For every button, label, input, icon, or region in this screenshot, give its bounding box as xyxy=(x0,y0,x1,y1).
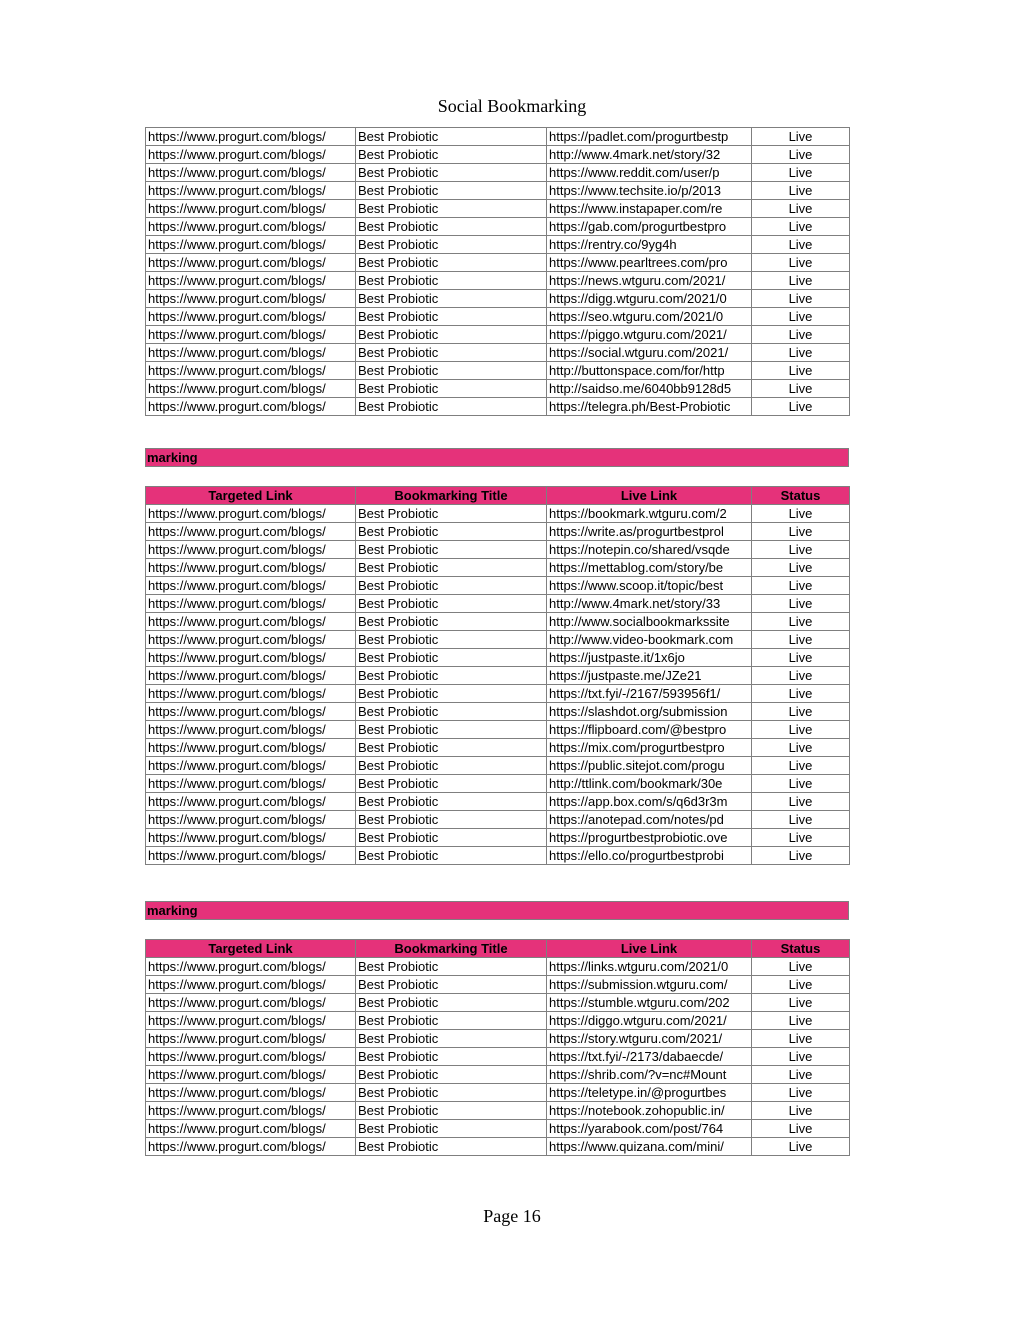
bookmarking-title-cell: Best Probiotic xyxy=(356,344,547,362)
targeted-link-cell[interactable]: https://www.progurt.com/blogs/ xyxy=(146,398,356,416)
bookmarking-title-cell: Best Probiotic xyxy=(356,1048,547,1066)
bookmarking-title-cell: Best Probiotic xyxy=(356,649,547,667)
status-cell: Live xyxy=(752,1138,850,1156)
status-cell: Live xyxy=(752,757,850,775)
bookmarking-title-cell: Best Probiotic xyxy=(356,829,547,847)
targeted-link-cell[interactable]: https://www.progurt.com/blogs/ xyxy=(146,308,356,326)
status-cell: Live xyxy=(752,272,850,290)
targeted-link-cell[interactable]: https://www.progurt.com/blogs/ xyxy=(146,994,356,1012)
targeted-link-cell[interactable]: https://www.progurt.com/blogs/ xyxy=(146,380,356,398)
targeted-link-cell[interactable]: https://www.progurt.com/blogs/ xyxy=(146,1048,356,1066)
header-live-link: Live Link xyxy=(547,487,752,505)
targeted-link-cell[interactable]: https://www.progurt.com/blogs/ xyxy=(146,685,356,703)
live-link-cell[interactable]: http://www.4mark.net/story/33 xyxy=(547,595,752,613)
status-cell: Live xyxy=(752,218,850,236)
bookmarking-title-cell: Best Probiotic xyxy=(356,775,547,793)
table-row xyxy=(146,958,850,976)
bookmarking-title-cell: Best Probiotic xyxy=(356,1012,547,1030)
targeted-link-cell[interactable]: https://www.progurt.com/blogs/ xyxy=(146,703,356,721)
status-cell: Live xyxy=(752,1066,850,1084)
live-link-cell[interactable]: https://www.scoop.it/topic/best xyxy=(547,577,752,595)
live-link-cell[interactable]: https://seo.wtguru.com/2021/0 xyxy=(547,308,752,326)
bookmarking-title-cell: Best Probiotic xyxy=(356,326,547,344)
targeted-link-cell[interactable]: https://www.progurt.com/blogs/ xyxy=(146,1084,356,1102)
bookmarking-title-cell: Best Probiotic xyxy=(356,290,547,308)
bookmarking-title-cell: Best Probiotic xyxy=(356,1120,547,1138)
bookmarking-title-cell: Best Probiotic xyxy=(356,958,547,976)
status-cell: Live xyxy=(752,847,850,865)
table-row xyxy=(146,362,850,380)
bookmarking-title-cell: Best Probiotic xyxy=(356,793,547,811)
targeted-link-cell[interactable]: https://www.progurt.com/blogs/ xyxy=(146,793,356,811)
live-link-cell[interactable]: https://stumble.wtguru.com/202 xyxy=(547,994,752,1012)
status-cell: Live xyxy=(752,164,850,182)
live-link-cell[interactable]: https://teletype.in/@progurtbes xyxy=(547,1084,752,1102)
table-row xyxy=(146,290,850,308)
table-row xyxy=(146,721,850,739)
table-row xyxy=(146,847,850,865)
table-row xyxy=(146,976,850,994)
table-row xyxy=(146,146,850,164)
targeted-link-cell[interactable]: https://www.progurt.com/blogs/ xyxy=(146,1138,356,1156)
bookmarking-title-cell: Best Probiotic xyxy=(356,541,547,559)
targeted-link-cell[interactable]: https://www.progurt.com/blogs/ xyxy=(146,200,356,218)
status-cell: Live xyxy=(752,1012,850,1030)
table-row xyxy=(146,739,850,757)
status-cell: Live xyxy=(752,595,850,613)
live-link-cell[interactable]: https://justpaste.me/JZe21 xyxy=(547,667,752,685)
table-row xyxy=(146,326,850,344)
bookmarking-title-cell: Best Probiotic xyxy=(356,182,547,200)
bookmarking-title-cell: Best Probiotic xyxy=(356,380,547,398)
live-link-cell[interactable]: https://links.wtguru.com/2021/0 xyxy=(547,958,752,976)
table-row xyxy=(146,308,850,326)
bookmarking-title-cell: Best Probiotic xyxy=(356,559,547,577)
status-cell: Live xyxy=(752,1030,850,1048)
status-cell: Live xyxy=(752,236,850,254)
live-link-cell[interactable]: https://www.pearltrees.com/pro xyxy=(547,254,752,272)
targeted-link-cell[interactable]: https://www.progurt.com/blogs/ xyxy=(146,128,356,146)
live-link-cell[interactable]: http://ttlink.com/bookmark/30e xyxy=(547,775,752,793)
table-row xyxy=(146,1012,850,1030)
live-link-cell[interactable]: http://saidso.me/6040bb9128d5 xyxy=(547,380,752,398)
table-row xyxy=(146,164,850,182)
live-link-cell[interactable]: https://www.techsite.io/p/2013 xyxy=(547,182,752,200)
header-bookmarking-title: Bookmarking Title xyxy=(356,940,547,958)
status-cell: Live xyxy=(752,254,850,272)
section-banner-2: marking xyxy=(145,448,849,467)
bookmarking-title-cell: Best Probiotic xyxy=(356,847,547,865)
status-cell: Live xyxy=(752,398,850,416)
status-cell: Live xyxy=(752,577,850,595)
bookmarking-title-cell: Best Probiotic xyxy=(356,994,547,1012)
table-row xyxy=(146,128,850,146)
bookmarking-title-cell: Best Probiotic xyxy=(356,577,547,595)
status-cell: Live xyxy=(752,1120,850,1138)
live-link-cell[interactable]: https://bookmark.wtguru.com/2 xyxy=(547,505,752,523)
targeted-link-cell[interactable]: https://www.progurt.com/blogs/ xyxy=(146,218,356,236)
live-link-cell[interactable]: https://public.sitejot.com/progu xyxy=(547,757,752,775)
bookmarking-title-cell: Best Probiotic xyxy=(356,254,547,272)
status-cell: Live xyxy=(752,613,850,631)
bookmarking-title-cell: Best Probiotic xyxy=(356,236,547,254)
table-row xyxy=(146,1066,850,1084)
status-cell: Live xyxy=(752,380,850,398)
status-cell: Live xyxy=(752,775,850,793)
table-row xyxy=(146,811,850,829)
bookmarking-title-cell: Best Probiotic xyxy=(356,505,547,523)
status-cell: Live xyxy=(752,829,850,847)
live-link-cell[interactable]: https://app.box.com/s/q6d3r3m xyxy=(547,793,752,811)
bookmarking-title-cell: Best Probiotic xyxy=(356,685,547,703)
table-row xyxy=(146,1048,850,1066)
bookmarking-title-cell: Best Probiotic xyxy=(356,1138,547,1156)
live-link-cell[interactable]: https://story.wtguru.com/2021/ xyxy=(547,1030,752,1048)
targeted-link-cell[interactable]: https://www.progurt.com/blogs/ xyxy=(146,254,356,272)
status-cell: Live xyxy=(752,811,850,829)
bookmarking-title-cell: Best Probiotic xyxy=(356,146,547,164)
targeted-link-cell[interactable]: https://www.progurt.com/blogs/ xyxy=(146,1012,356,1030)
status-cell: Live xyxy=(752,541,850,559)
live-link-cell[interactable]: https://mix.com/progurtbestpro xyxy=(547,739,752,757)
status-cell: Live xyxy=(752,308,850,326)
bookmarking-title-cell: Best Probiotic xyxy=(356,721,547,739)
header-targeted-link: Targeted Link xyxy=(146,940,356,958)
targeted-link-cell[interactable]: https://www.progurt.com/blogs/ xyxy=(146,829,356,847)
bookmarking-title-cell: Best Probiotic xyxy=(356,1084,547,1102)
table-row xyxy=(146,254,850,272)
targeted-link-cell[interactable]: https://www.progurt.com/blogs/ xyxy=(146,649,356,667)
bookmarking-title-cell: Best Probiotic xyxy=(356,811,547,829)
live-link-cell[interactable]: https://padlet.com/progurtbestp xyxy=(547,128,752,146)
table-row xyxy=(146,218,850,236)
bookmarking-title-cell: Best Probiotic xyxy=(356,757,547,775)
header-status: Status xyxy=(752,940,850,958)
table-row xyxy=(146,344,850,362)
live-link-cell[interactable]: https://mettablog.com/story/be xyxy=(547,559,752,577)
table-row xyxy=(146,649,850,667)
live-link-cell[interactable]: https://txt.fyi/-/2167/593956f1/ xyxy=(547,685,752,703)
targeted-link-cell[interactable]: https://www.progurt.com/blogs/ xyxy=(146,667,356,685)
status-cell: Live xyxy=(752,362,850,380)
table-row xyxy=(146,182,850,200)
page-footer-number: Page 16 xyxy=(483,1206,541,1226)
live-link-cell[interactable]: https://notepin.co/shared/vsqde xyxy=(547,541,752,559)
targeted-link-cell[interactable]: https://www.progurt.com/blogs/ xyxy=(146,236,356,254)
table-row xyxy=(146,272,850,290)
targeted-link-cell[interactable]: https://www.progurt.com/blogs/ xyxy=(146,739,356,757)
targeted-link-cell[interactable]: https://www.progurt.com/blogs/ xyxy=(146,505,356,523)
live-link-cell[interactable]: https://www.reddit.com/user/p xyxy=(547,164,752,182)
bookmarking-title-cell: Best Probiotic xyxy=(356,976,547,994)
live-link-cell[interactable]: https://justpaste.it/1x6jo xyxy=(547,649,752,667)
live-link-cell[interactable]: https://flipboard.com/@bestpro xyxy=(547,721,752,739)
table-row xyxy=(146,775,850,793)
live-link-cell[interactable]: https://notebook.zohopublic.in/ xyxy=(547,1102,752,1120)
table-row xyxy=(146,631,850,649)
bookmarking-title-cell: Best Probiotic xyxy=(356,1102,547,1120)
status-cell: Live xyxy=(752,326,850,344)
table-row xyxy=(146,523,850,541)
bookmarking-title-cell: Best Probiotic xyxy=(356,667,547,685)
table-row xyxy=(146,541,850,559)
targeted-link-cell[interactable]: https://www.progurt.com/blogs/ xyxy=(146,1066,356,1084)
status-cell: Live xyxy=(752,1048,850,1066)
bookmarking-title-cell: Best Probiotic xyxy=(356,631,547,649)
live-link-cell[interactable]: https://write.as/progurtbestprol xyxy=(547,523,752,541)
targeted-link-cell[interactable]: https://www.progurt.com/blogs/ xyxy=(146,595,356,613)
bookmarking-title-cell: Best Probiotic xyxy=(356,398,547,416)
live-link-cell[interactable]: https://digg.wtguru.com/2021/0 xyxy=(547,290,752,308)
live-link-cell[interactable]: https://txt.fyi/-/2173/dabaecde/ xyxy=(547,1048,752,1066)
status-cell: Live xyxy=(752,523,850,541)
bookmark-table-3 xyxy=(145,939,850,1156)
targeted-link-cell[interactable]: https://www.progurt.com/blogs/ xyxy=(146,613,356,631)
targeted-link-cell[interactable]: https://www.progurt.com/blogs/ xyxy=(146,1030,356,1048)
table-row xyxy=(146,577,850,595)
targeted-link-cell[interactable]: https://www.progurt.com/blogs/ xyxy=(146,811,356,829)
bookmark-table-1 xyxy=(145,127,850,416)
bookmarking-title-cell: Best Probiotic xyxy=(356,200,547,218)
targeted-link-cell[interactable]: https://www.progurt.com/blogs/ xyxy=(146,577,356,595)
targeted-link-cell[interactable]: https://www.progurt.com/blogs/ xyxy=(146,847,356,865)
targeted-link-cell[interactable]: https://www.progurt.com/blogs/ xyxy=(146,775,356,793)
live-link-cell[interactable]: http://buttonspace.com/for/http xyxy=(547,362,752,380)
table-header-row xyxy=(146,940,850,958)
targeted-link-cell[interactable]: https://www.progurt.com/blogs/ xyxy=(146,272,356,290)
live-link-cell[interactable]: https://www.instapaper.com/re xyxy=(547,200,752,218)
status-cell: Live xyxy=(752,200,850,218)
table-row xyxy=(146,757,850,775)
header-targeted-link: Targeted Link xyxy=(146,487,356,505)
status-cell: Live xyxy=(752,559,850,577)
targeted-link-cell[interactable]: https://www.progurt.com/blogs/ xyxy=(146,976,356,994)
live-link-cell[interactable]: https://anotepad.com/notes/pd xyxy=(547,811,752,829)
table-row xyxy=(146,793,850,811)
table-row xyxy=(146,685,850,703)
status-cell: Live xyxy=(752,649,850,667)
table-row xyxy=(146,1102,850,1120)
status-cell: Live xyxy=(752,1102,850,1120)
targeted-link-cell[interactable]: https://www.progurt.com/blogs/ xyxy=(146,362,356,380)
live-link-cell[interactable]: https://social.wtguru.com/2021/ xyxy=(547,344,752,362)
status-cell: Live xyxy=(752,505,850,523)
targeted-link-cell[interactable]: https://www.progurt.com/blogs/ xyxy=(146,958,356,976)
table-row xyxy=(146,505,850,523)
live-link-cell[interactable]: http://www.4mark.net/story/32 xyxy=(547,146,752,164)
table-row xyxy=(146,1120,850,1138)
live-link-cell[interactable]: https://piggo.wtguru.com/2021/ xyxy=(547,326,752,344)
bookmarking-title-cell: Best Probiotic xyxy=(356,1030,547,1048)
table-header-row xyxy=(146,487,850,505)
live-link-cell[interactable]: https://gab.com/progurtbestpro xyxy=(547,218,752,236)
bookmarking-title-cell: Best Probiotic xyxy=(356,362,547,380)
status-cell: Live xyxy=(752,739,850,757)
bookmarking-title-cell: Best Probiotic xyxy=(356,523,547,541)
status-cell: Live xyxy=(752,1084,850,1102)
status-cell: Live xyxy=(752,703,850,721)
status-cell: Live xyxy=(752,290,850,308)
targeted-link-cell[interactable]: https://www.progurt.com/blogs/ xyxy=(146,541,356,559)
live-link-cell[interactable]: https://yarabook.com/post/764 xyxy=(547,1120,752,1138)
live-link-cell[interactable]: https://rentry.co/9yg4h xyxy=(547,236,752,254)
table-row xyxy=(146,1030,850,1048)
table-row xyxy=(146,994,850,1012)
table-row xyxy=(146,236,850,254)
targeted-link-cell[interactable]: https://www.progurt.com/blogs/ xyxy=(146,1120,356,1138)
targeted-link-cell[interactable]: https://www.progurt.com/blogs/ xyxy=(146,631,356,649)
bookmarking-title-cell: Best Probiotic xyxy=(356,272,547,290)
table-row xyxy=(146,380,850,398)
table-row xyxy=(146,613,850,631)
bookmarking-title-cell: Best Probiotic xyxy=(356,1066,547,1084)
table-row xyxy=(146,595,850,613)
table-row xyxy=(146,559,850,577)
bookmarking-title-cell: Best Probiotic xyxy=(356,613,547,631)
targeted-link-cell[interactable]: https://www.progurt.com/blogs/ xyxy=(146,164,356,182)
table-row xyxy=(146,1084,850,1102)
bookmarking-title-cell: Best Probiotic xyxy=(356,164,547,182)
targeted-link-cell[interactable]: https://www.progurt.com/blogs/ xyxy=(146,757,356,775)
bookmark-table-2 xyxy=(145,486,850,865)
page-header-title: Social Bookmarking xyxy=(437,96,587,116)
bookmarking-title-cell: Best Probiotic xyxy=(356,218,547,236)
live-link-cell[interactable]: https://telegra.ph/Best-Probiotic xyxy=(547,398,752,416)
bookmarking-title-cell: Best Probiotic xyxy=(356,308,547,326)
status-cell: Live xyxy=(752,994,850,1012)
header-status: Status xyxy=(752,487,850,505)
header-live-link: Live Link xyxy=(547,940,752,958)
targeted-link-cell[interactable]: https://www.progurt.com/blogs/ xyxy=(146,326,356,344)
bookmarking-title-cell: Best Probiotic xyxy=(356,739,547,757)
live-link-cell[interactable]: https://progurtbestprobiotic.ove xyxy=(547,829,752,847)
live-link-cell[interactable]: http://www.video-bookmark.com xyxy=(547,631,752,649)
targeted-link-cell[interactable]: https://www.progurt.com/blogs/ xyxy=(146,523,356,541)
targeted-link-cell[interactable]: https://www.progurt.com/blogs/ xyxy=(146,182,356,200)
table-row xyxy=(146,200,850,218)
table-row xyxy=(146,398,850,416)
targeted-link-cell[interactable]: https://www.progurt.com/blogs/ xyxy=(146,559,356,577)
table-row xyxy=(146,1138,850,1156)
status-cell: Live xyxy=(752,146,850,164)
status-cell: Live xyxy=(752,631,850,649)
bookmarking-title-cell: Best Probiotic xyxy=(356,128,547,146)
live-link-cell[interactable]: http://www.socialbookmarkssite xyxy=(547,613,752,631)
status-cell: Live xyxy=(752,721,850,739)
targeted-link-cell[interactable]: https://www.progurt.com/blogs/ xyxy=(146,344,356,362)
bookmarking-title-cell: Best Probiotic xyxy=(356,595,547,613)
live-link-cell[interactable]: https://www.quizana.com/mini/ xyxy=(547,1138,752,1156)
status-cell: Live xyxy=(752,344,850,362)
targeted-link-cell[interactable]: https://www.progurt.com/blogs/ xyxy=(146,290,356,308)
live-link-cell[interactable]: https://submission.wtguru.com/ xyxy=(547,976,752,994)
table-row xyxy=(146,667,850,685)
targeted-link-cell[interactable]: https://www.progurt.com/blogs/ xyxy=(146,1102,356,1120)
status-cell: Live xyxy=(752,685,850,703)
live-link-cell[interactable]: https://slashdot.org/submission xyxy=(547,703,752,721)
table-row xyxy=(146,703,850,721)
live-link-cell[interactable]: https://ello.co/progurtbestprobi xyxy=(547,847,752,865)
status-cell: Live xyxy=(752,958,850,976)
status-cell: Live xyxy=(752,976,850,994)
status-cell: Live xyxy=(752,128,850,146)
live-link-cell[interactable]: https://diggo.wtguru.com/2021/ xyxy=(547,1012,752,1030)
live-link-cell[interactable]: https://news.wtguru.com/2021/ xyxy=(547,272,752,290)
live-link-cell[interactable]: https://shrib.com/?v=nc#Mount xyxy=(547,1066,752,1084)
status-cell: Live xyxy=(752,793,850,811)
table-row xyxy=(146,829,850,847)
status-cell: Live xyxy=(752,182,850,200)
header-bookmarking-title: Bookmarking Title xyxy=(356,487,547,505)
section-banner-3: marking xyxy=(145,901,849,920)
status-cell: Live xyxy=(752,667,850,685)
bookmarking-title-cell: Best Probiotic xyxy=(356,703,547,721)
targeted-link-cell[interactable]: https://www.progurt.com/blogs/ xyxy=(146,146,356,164)
targeted-link-cell[interactable]: https://www.progurt.com/blogs/ xyxy=(146,721,356,739)
